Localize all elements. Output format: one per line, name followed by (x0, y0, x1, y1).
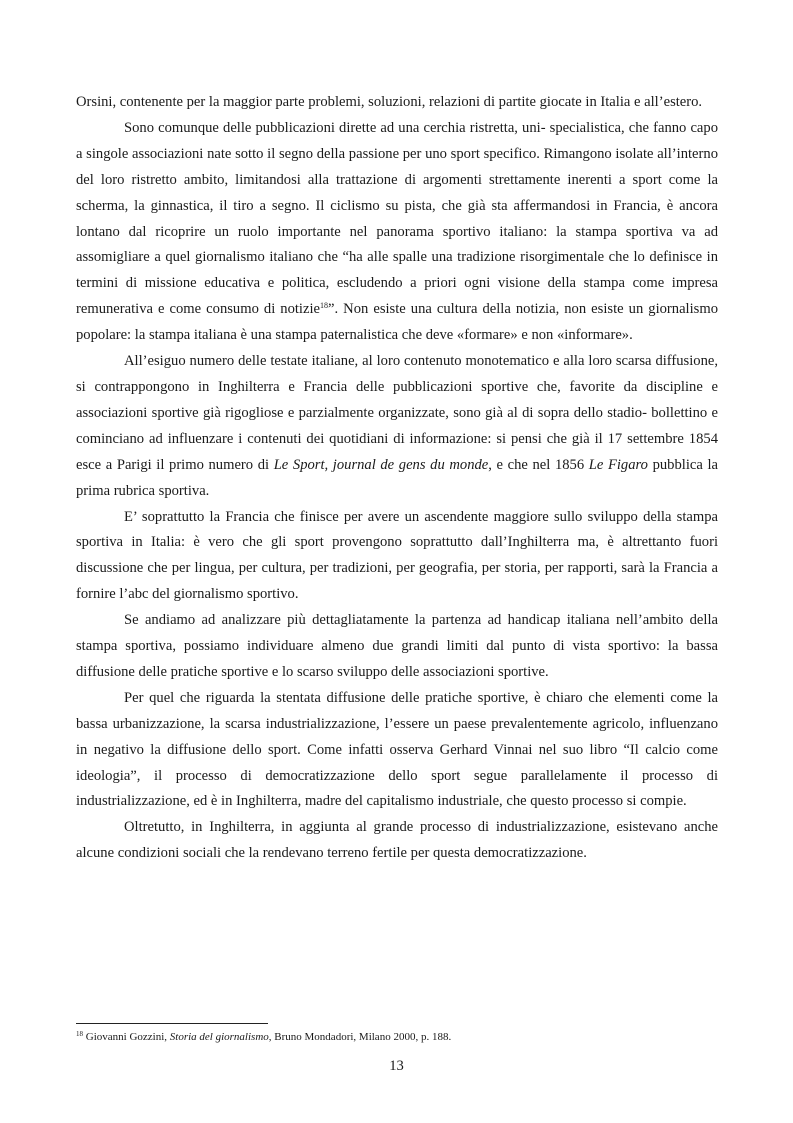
footnote-number: 18 (76, 1030, 83, 1038)
footnote-reference: 18 (320, 301, 329, 311)
paragraph-3-text-c: pubblica la prima rubrica sportiva. (76, 456, 718, 499)
journal-title-le-figaro: Le Figaro (588, 456, 648, 473)
paragraph-1: Orsini, contenente per la maggior parte problemi, soluzioni, relazioni di partite giocate in Italia e all’estero. (76, 94, 703, 110)
paragraph-4: E’ soprattutto la Francia che finisce per avere un ascendente maggiore sullo sviluppo della stampa sportiva in Italia: è vero che gli sport provengono soprattutto dall’Inghilterra ma, è altrettanto fuori discussione che per lingua, per cultura, per tradizioni, per geografia, per storia, per rapporti, sarà la Francia a fornire l’abc del giornalismo sportivo. (76, 508, 718, 603)
journal-title-le-sport: Le Sport, journal de gens du monde (273, 456, 489, 473)
paragraph-3-text-a: All’esiguo numero delle testate italiane, al loro contenuto monotematico e alla loro scarsa diffusione, si contrappongono in Inghilterra e Francia delle pubblicazioni sportive che, favorite da discipline e associazioni sportive già rigogliose e parzialmente organizzate, sono già al di sopra dello stadio- bollettino e cominciano ad influenzare i contenuti dei quotidiani di informazione: si pensi che già il 17 settembre 1854 esce a Parigi il primo numero di (76, 353, 718, 473)
footnote-author: Giovanni Gozzini, (83, 1031, 170, 1043)
paragraph-6: Per quel che riguarda la stentata diffusione delle pratiche sportive, è chiaro che elementi come la bassa urbanizzazione, la scarsa industrializzazione, l’essere un paese prevalentemente agricolo, influenzano in negativo la diffusione dello sport. Come infatti osserva Gerhard Vinnai nel suo libro “Il calcio come ideologia”, il processo di democratizzazione dello sport segue parallelamente il processo di industrializzazione, ed è in Inghilterra, madre del capitalismo industriale, che questo processo si compie. (76, 689, 718, 810)
footnote-divider (76, 1023, 268, 1024)
paragraph-2 (76, 116, 718, 349)
paragraph-3 (76, 349, 718, 504)
paragraph-3-text-b: , e che nel 1856 (488, 456, 589, 473)
paragraph-5: Se andiamo ad analizzare più dettagliatamente la partenza ad handicap italiana nell’ambito della stampa sportiva, possiamo individuare almeno due grandi limiti dal punto di vista sportivo: la bassa diffusione delle pratiche sportive e lo scarso sviluppo delle associazioni sportive. (76, 612, 718, 680)
page-number: 13 (389, 1058, 404, 1074)
footnote-publication: , Bruno Mondadori, Milano 2000, p. 188. (268, 1031, 452, 1043)
page-body (76, 90, 718, 867)
footnote-book-title: Storia del giornalismo (169, 1031, 269, 1043)
footnote (76, 1030, 718, 1044)
paragraph-7: Oltretutto, in Inghilterra, in aggiunta al grande processo di industrializzazione, esistevano anche alcune condizioni sociali che la rendevano terreno fertile per questa democratizzazione. (76, 819, 718, 862)
paragraph-2-continuation: ”. Non esiste una cultura della notizia, non esiste un giornalismo popolare: la stampa italiana è una stampa paternalistica che deve «formare» e non «informare». (76, 301, 718, 344)
paragraph-2-text: Sono comunque delle pubblicazioni dirette ad una cerchia ristretta, uni- specialistica, che fanno capo a singole associazioni nate sotto il segno della passione per uno sport specifico. Rimangono isolate all’interno del loro ristretto ambito, limitandosi alla trattazione di argomenti strettamente inerenti a sport come la scherma, la ginnastica, il tiro a segno. Il ciclismo su pista, che già sta affermandosi in Francia, è ancora lontano dal ricoprire un ruolo importante nel panorama sportivo italiano: la stampa sportiva va ad assomigliare a quel giornalismo italiano che “ha alle spalle una tradizione risorgimentale che lo definisce in termini di missione educativa e politica, escludendo a priori ogni visione della stampa come impresa remunerativa e come consumo di notizie (76, 119, 718, 318)
